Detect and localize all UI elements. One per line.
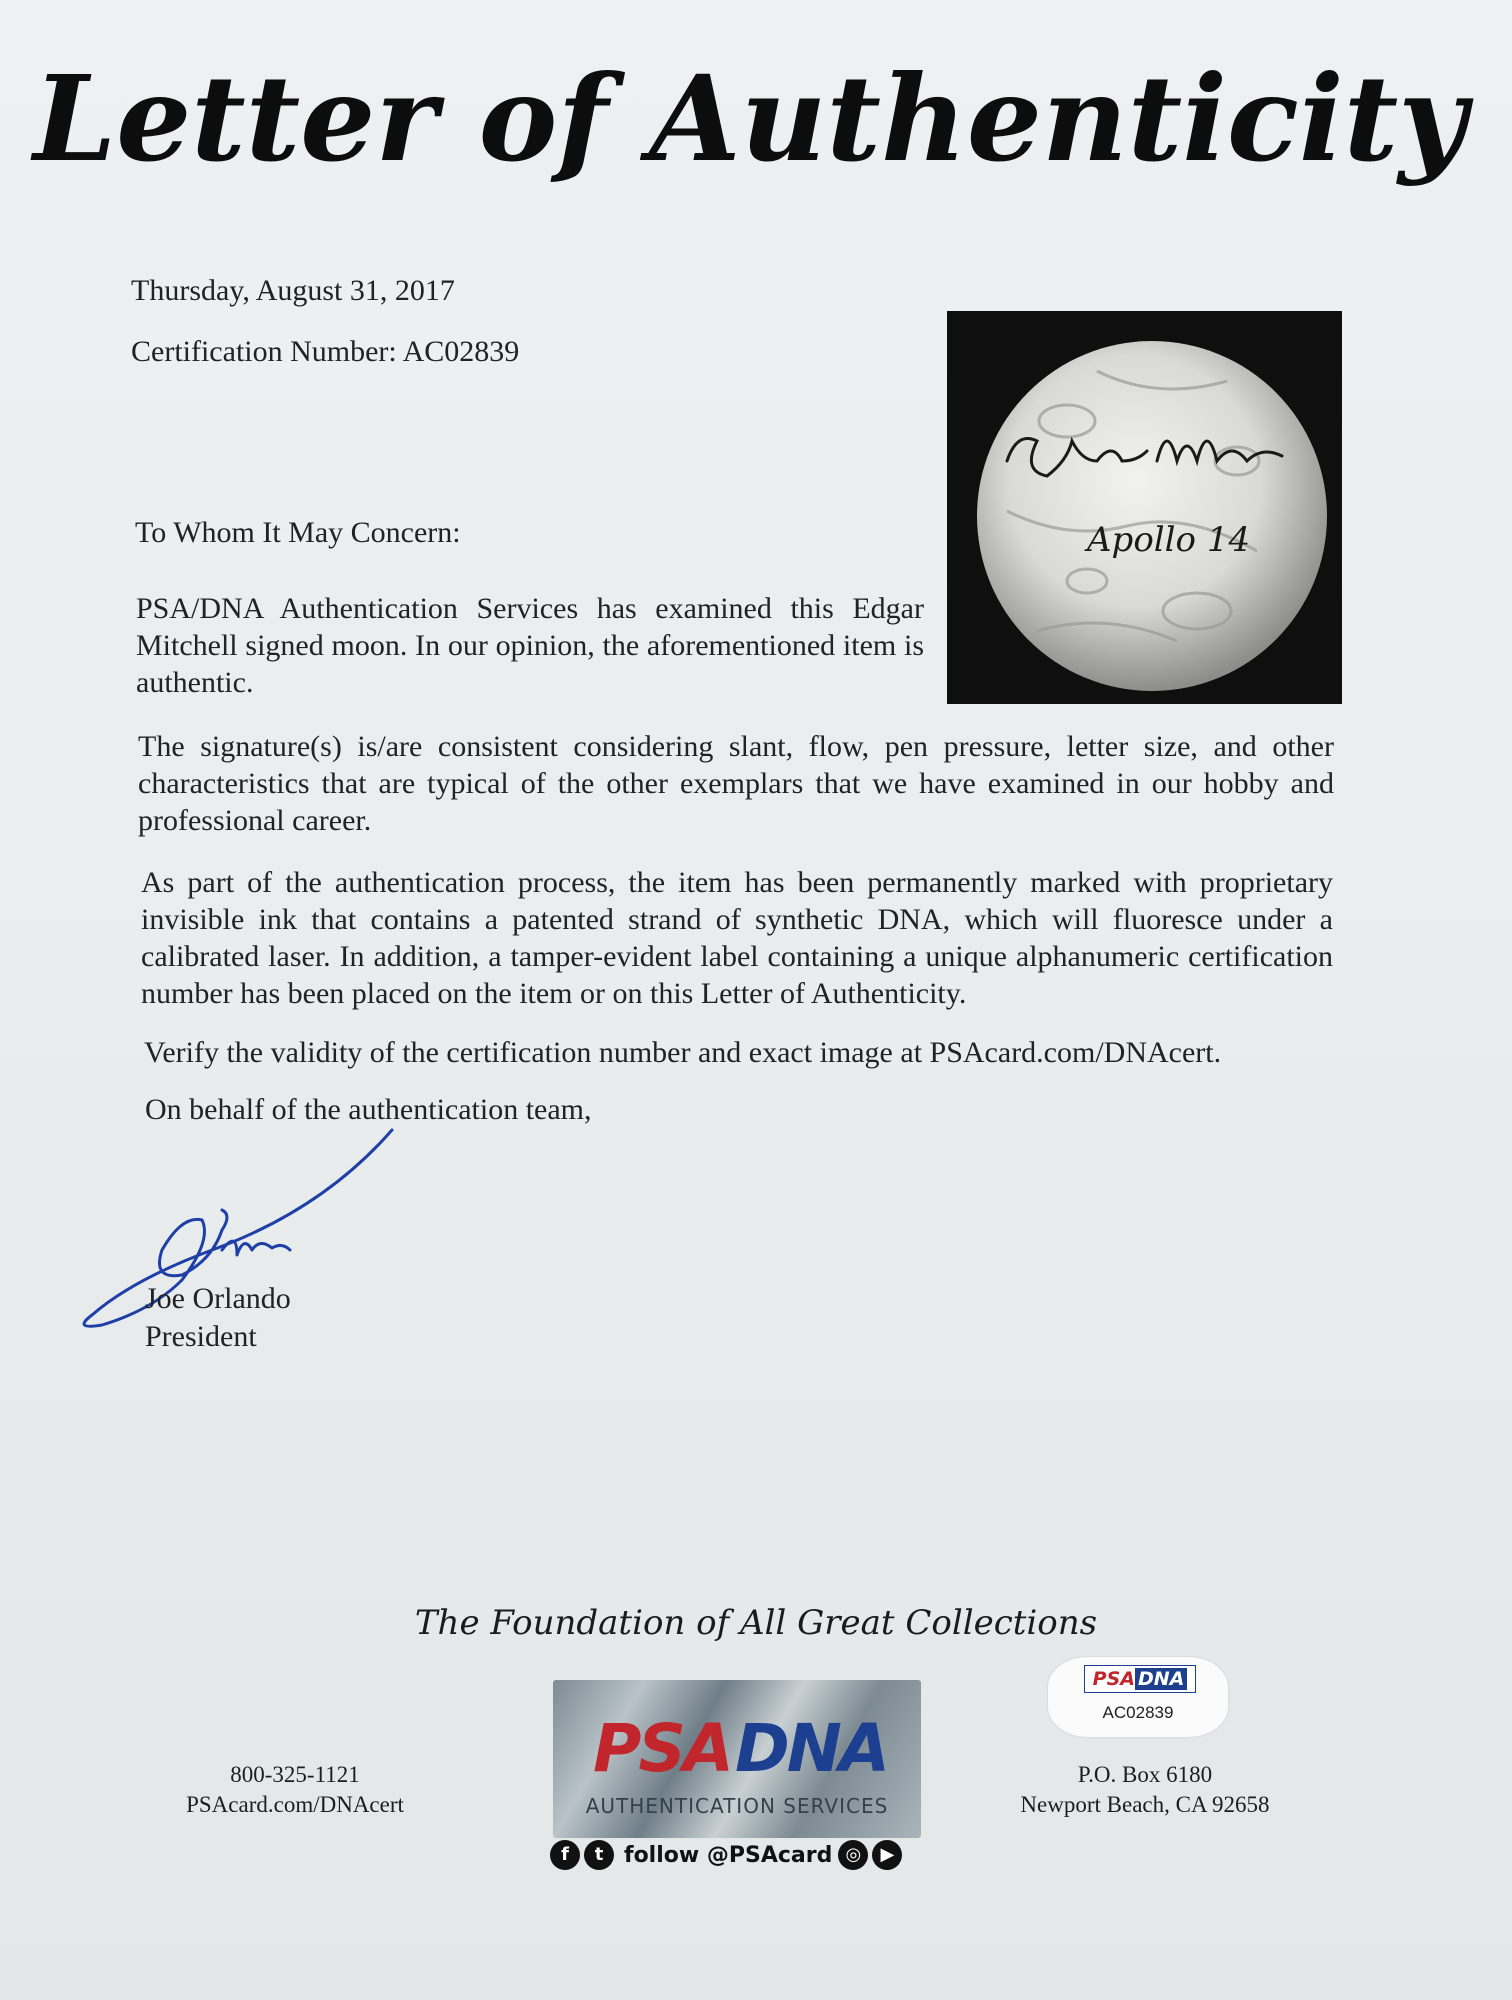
hologram-services-text: AUTHENTICATION SERVICES [585,1794,889,1818]
sticker-code: AC02839 [1102,1703,1174,1722]
svg-text:Letter of Authenticity: Letter of Authenticity [33,49,1467,188]
letter-title [33,30,1467,220]
paragraph-examined: PSA/DNA Authentication Services has examined this Edgar Mitchell signed moon. In our opinion, the aforementioned item is authentic. [136,592,924,699]
footer-address-line2: Newport Beach, CA 92658 [1020,1792,1270,1817]
certification-sticker [1048,1657,1228,1737]
sticker-psa-text: PSA [1092,1668,1135,1690]
psa-dna-hologram [553,1680,921,1838]
signer-name: Joe Orlando [145,1282,291,1315]
follow-handle[interactable]: follow @PSAcard [624,1842,833,1868]
footer-address-line1: P.O. Box 6180 [1077,1762,1213,1787]
instagram-icon[interactable]: ◎ [838,1840,868,1870]
salutation: To Whom It May Concern: [135,516,461,549]
hologram-psa-logo: PSA [593,1710,731,1787]
paragraph-verify: Verify the validity of the certification number and exact image at PSAcard.com/DNAcert. [144,1036,1222,1069]
twitter-icon[interactable]: t [584,1840,614,1870]
sticker-logo [1084,1665,1196,1693]
paragraph-process: As part of the authentication process, the item has been permanently marked with proprietary invisible ink that contains a patented strand of synthetic DNA, which will fluoresce under a calibrated laser. In addition, a tamper-evident label containing a unique alphanumeric certification number has been placed on the item or on this Letter of Authenticity. [141,866,1333,1010]
signer-title: President [145,1320,257,1353]
signed-moon-photo [947,311,1342,704]
social-links [550,1840,930,1878]
moon-inscription: Apollo 14 [1087,520,1251,560]
footer-website: PSAcard.com/DNAcert [186,1792,404,1817]
footer-tagline: The Foundation of All Great Collections [414,1603,1098,1643]
facebook-icon[interactable]: f [550,1840,580,1870]
hologram-dna-logo: DNA [735,1710,888,1787]
paragraph-consistency: The signature(s) is/are consistent considering slant, flow, pen pressure, letter size, and other characteristics that are typical of the other exemplars that we have examined in our hobby and professional career. [138,730,1334,837]
closing-line: On behalf of the authentication team, [145,1093,592,1126]
footer-phone: 800-325-1121 [230,1762,360,1787]
sticker-dna-text: DNA [1135,1668,1187,1690]
youtube-icon[interactable]: ▶ [872,1840,902,1870]
certification-number: Certification Number: AC02839 [131,335,520,368]
letter-date: Thursday, August 31, 2017 [131,274,455,307]
